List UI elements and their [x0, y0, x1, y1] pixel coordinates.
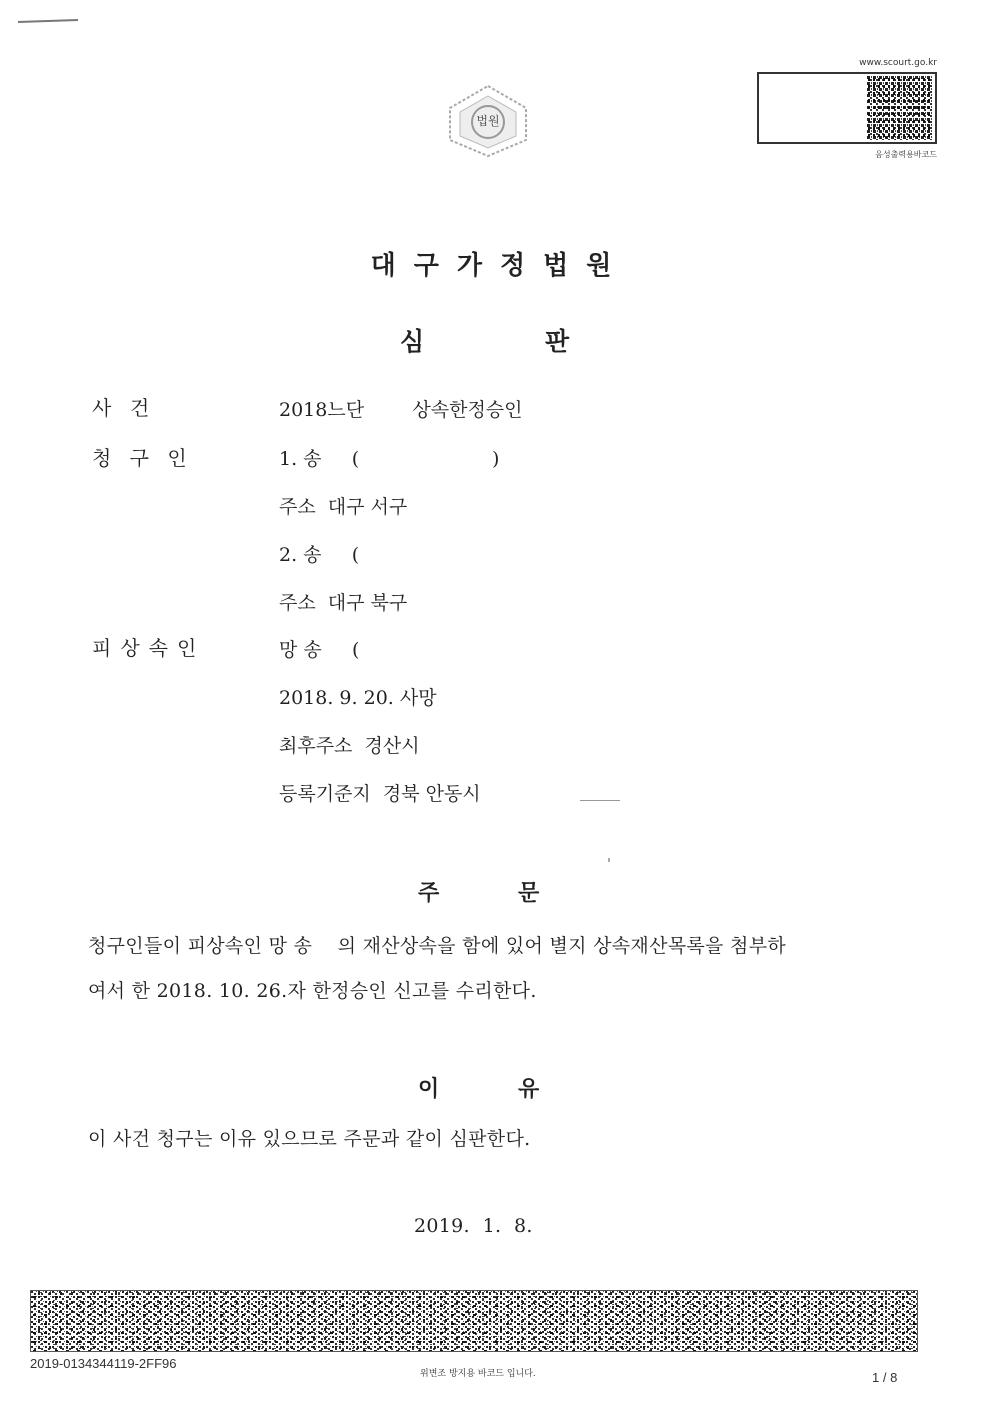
order-heading-right: 문 — [518, 881, 540, 906]
court-name: 대구가정법원 — [370, 251, 630, 281]
reason-heading-right: 유 — [518, 1077, 540, 1102]
claimant-1: 1. 송 ( ) — [279, 448, 500, 470]
claimant-1-address: 주소 대구 서구 — [279, 496, 408, 518]
page-number: 1 / 8 — [872, 1370, 898, 1385]
order-heading-left: 주 — [418, 881, 440, 906]
verification-box — [757, 72, 937, 144]
scan-mark — [580, 800, 620, 801]
death-date: 2018. 9. 20. 사망 — [279, 687, 437, 709]
barcode-caption: 음성출력용바코드 — [875, 150, 937, 159]
doc-type-right: 판 — [545, 327, 570, 356]
decision-date: 2019. 1. 8. — [414, 1215, 533, 1237]
claimant-2: 2. 송 ( — [279, 544, 360, 566]
doc-type-left: 심 — [400, 327, 425, 356]
reason-heading-left: 이 — [418, 1077, 440, 1102]
decedent-label: 피상속인 — [92, 636, 206, 660]
barcode-caption-bottom: 위변조 방지용 바코드 입니다. — [420, 1369, 536, 1379]
document-number: 2019-0134344119-2FF96 — [30, 1356, 177, 1371]
claimant-label: 청 구 인 — [92, 446, 193, 470]
scan-mark — [608, 858, 610, 862]
order-line-1: 청구인들이 피상속인 망 송 의 재산상속을 함에 있어 별지 상속재산목록을 첨부하 — [88, 935, 786, 957]
claimant-2-address: 주소 대구 북구 — [279, 592, 408, 614]
registry-address: 등록기준지 경북 안동시 — [279, 783, 481, 805]
last-address: 최후주소 경산시 — [279, 735, 420, 757]
decedent-name: 망 송 ( — [279, 639, 360, 661]
case-label: 사 건 — [92, 396, 152, 420]
anti-forgery-barcode-icon — [30, 1290, 918, 1352]
court-seal-emblem — [442, 82, 534, 160]
order-line-2: 여서 한 2018. 10. 26.자 한정승인 신고를 수리한다. — [88, 980, 537, 1002]
seal-text: 법원 — [476, 114, 500, 128]
scan-mark — [18, 19, 78, 23]
site-url: www.scourt.go.kr — [859, 58, 937, 68]
case-number: 2018느단 상속한정승인 — [279, 399, 523, 421]
qr-code-icon — [867, 76, 933, 140]
reason-text: 이 사건 청구는 이유 있으므로 주문과 같이 심판한다. — [88, 1128, 531, 1150]
